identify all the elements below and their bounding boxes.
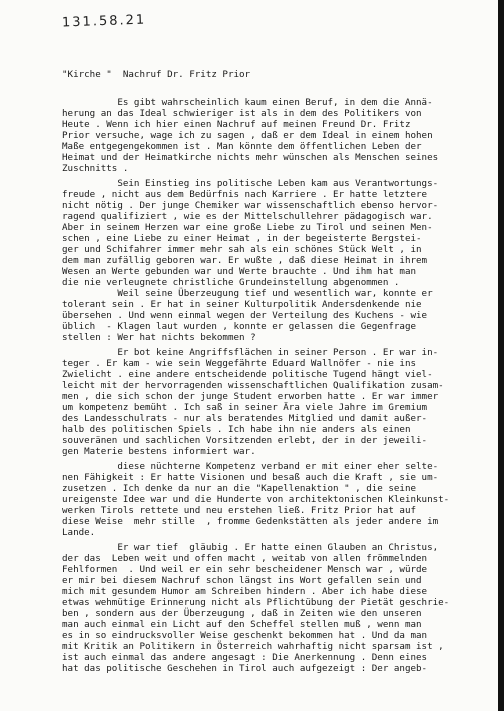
text-line: man auch einmal ein Licht auf den Scheffel stellen muß , wenn man bbox=[62, 619, 422, 630]
paragraph bbox=[62, 542, 502, 674]
text-line: Maße entgegengekommen ist . Man könnte dem öffentlichen Leben der bbox=[62, 141, 422, 152]
text-line: Prior versuche, wage ich zu sagen , daß er dem Ideal in einem hohen bbox=[62, 130, 433, 141]
text-line: Er war tief gläubig . Er hatte einen Glauben an Christus, bbox=[62, 542, 439, 553]
text-line: herung an das Ideal schwieriger ist als in dem des Politikers von bbox=[62, 108, 422, 119]
text-line: zusetzen . Ich denke da nur an die "Kapellenaktion " , die seine bbox=[62, 483, 417, 494]
text-line: werken Tirols rettete und neu erstehen ließ. Fritz Prior hat auf bbox=[62, 505, 417, 516]
text-line: um kompetenz bemüht . Ich saß in seiner Ära viele Jahre im Gremium bbox=[62, 402, 428, 413]
text-line: nen Fähigkeit : Er hatte Visionen und besaß auch die Kraft , sie um- bbox=[62, 472, 439, 483]
text-line: mich mit gesundem Humor am Schreiben hindern . Aber ich habe diese bbox=[62, 586, 428, 597]
text-line: Zwielicht . eine andere entscheidende politische Tugend hängt viel- bbox=[62, 369, 433, 380]
paragraph bbox=[62, 461, 502, 538]
text-line: gen Materie bestens informiert war. bbox=[62, 446, 256, 457]
text-line: es in so eindrucksvoller Weise geschenkt bekommen hat . Und da man bbox=[62, 630, 428, 641]
text-line: Sein Einstieg ins politische Leben kam aus Verantwortungs- bbox=[62, 178, 439, 189]
text-line: leicht mit der hervorragenden wissenschaftlichen Qualifikation zusam- bbox=[62, 380, 444, 391]
text-line: ben , sondern aus der Überzeugung , daß in Zeiten wie den unseren bbox=[62, 608, 422, 619]
text-line: Weil seine Überzeugung tief und wesentlich war, konnte er bbox=[62, 288, 433, 299]
text-line: etwas wehmütige Erinnerung nicht als Pflichtübung der Pietät geschrie- bbox=[62, 597, 450, 608]
text-line: diese Weise mehr stille , fromme Gedenkstätten als jeder andere im bbox=[62, 516, 439, 527]
archive-number: 131.58.21 bbox=[61, 12, 147, 31]
text-line: Wesen an Werte gebunden war und Werte brauchte . Und ihm hat man bbox=[62, 266, 417, 277]
text-line: men , die sich schon der junge Student erworben hatte . Er war immer bbox=[62, 391, 439, 402]
text-line: er mir bei diesem Nachruf schon längst ins Wort gefallen sein und bbox=[62, 575, 422, 586]
text-line: der das Leben weit und offen macht , weitab von allen frömmelnden bbox=[62, 553, 428, 564]
text-line: Heimat und der Heimatkirche nichts mehr wünschen als Menschen seines bbox=[62, 152, 439, 163]
text-line: übersehen . Und wenn einmal wegen der Verteilung des Kuchens - wie bbox=[62, 310, 428, 321]
text-line: teger . Er kam - wie sein Weggefährte Eduard Wallnöfer - nie ins bbox=[62, 358, 417, 369]
text-line: ureigenste Idee war und die Hunderte von architektonischen Kleinkunst- bbox=[62, 494, 450, 505]
text-line: Es gibt wahrscheinlich kaum einen Beruf, in dem die Annä- bbox=[62, 97, 433, 108]
paragraph bbox=[62, 178, 502, 343]
text-line: stellen : Wer hat nichts bekommen ? bbox=[62, 332, 256, 343]
text-line: schen , eine Liebe zu einer Heimat , in der begeisterte Bergstei- bbox=[62, 233, 422, 244]
text-line: hat das politische Geschehen in Tirol auch aufgezeigt : Der angeb- bbox=[62, 663, 428, 674]
document-title: "Kirche " Nachruf Dr. Fritz Prior bbox=[62, 69, 251, 80]
text-line: ger und Schifahrer immer mehr sah als ein schönes Stück Welt , in bbox=[62, 244, 422, 255]
text-line: halb des politischen Spiels . Ich habe ihn nie anders als einen bbox=[62, 424, 411, 435]
text-line: souveränen und sachlichen Vorsitzenden erlebt, der in der jeweili- bbox=[62, 435, 428, 446]
text-line: des Landesschulrats - nur als beratendes Mitglied und damit außer- bbox=[62, 413, 428, 424]
paragraph bbox=[62, 347, 502, 457]
text-line: Fehlformen . Und weil er ein sehr bescheidener Mensch war , würde bbox=[62, 564, 428, 575]
text-line: die nie verleugnete christliche Grundeinstellung abgenommen . bbox=[62, 277, 400, 288]
text-line: Zuschnitts . bbox=[62, 163, 129, 174]
paragraph bbox=[62, 97, 502, 174]
text-line: ist auch einmal das andere angesagt : Die Anerkennung . Denn eines bbox=[62, 652, 428, 663]
text-line: Er bot keine Angriffsflächen in seiner Person . Er war in- bbox=[62, 347, 439, 358]
text-line: freude , nicht aus dem Bedürfnis nach Karriere . Er hatte letztere bbox=[62, 189, 428, 200]
text-line: Heute . Wenn ich hier einen Nachruf auf meinen Freund Dr. Fritz bbox=[62, 119, 411, 130]
text-line: Lande. bbox=[62, 527, 96, 538]
text-line: Aber in seinem Herzen war eine große Liebe zu Tirol und seinen Men- bbox=[62, 222, 433, 233]
text-line: ragend qualifiziert , wie es der Mittelschullehrer pädagogisch war. bbox=[62, 211, 433, 222]
document-body bbox=[62, 97, 502, 674]
text-line: mit Kritik an Politikern in Österreich wahrhaftig nicht sparsam ist , bbox=[62, 641, 444, 652]
text-line: tolerant sein . Er hat in seiner Kulturpolitik Andersdenkende nie bbox=[62, 299, 422, 310]
text-line: üblich - Klagen laut wurden , konnte er gelassen die Gegenfrage bbox=[62, 321, 417, 332]
text-line: nicht nötig . Der junge Chemiker war wissenschaftlich ebenso hervor- bbox=[62, 200, 439, 211]
scan-edge bbox=[498, 0, 504, 711]
text-line: diese nüchterne Kompetenz verband er mit einer eher selte- bbox=[62, 461, 439, 472]
text-line: dem man zufällig geboren war. Er wußte , daß diese Heimat in ihrem bbox=[62, 255, 428, 266]
